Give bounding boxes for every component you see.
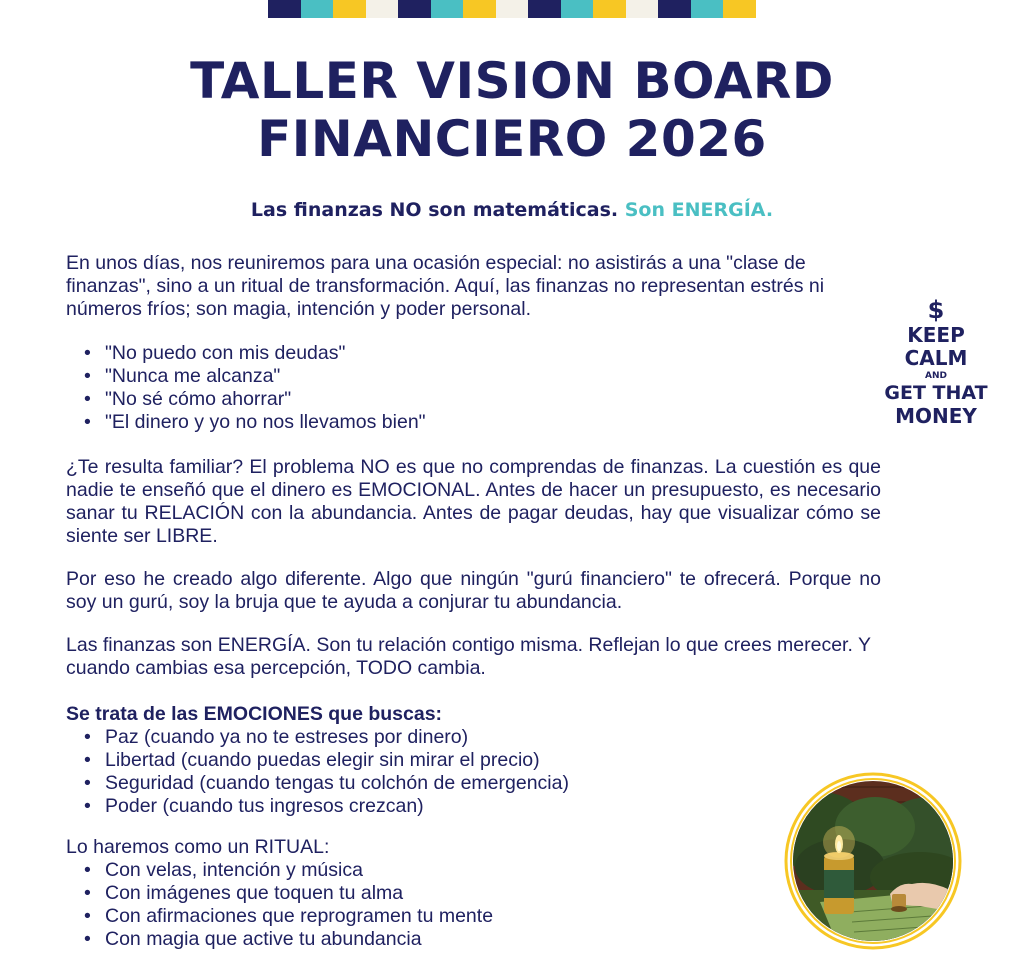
list-item: • Poder (cuando tus ingresos crezcan) bbox=[66, 795, 881, 818]
quotes-list bbox=[66, 342, 881, 434]
stripe-segment bbox=[268, 0, 301, 18]
stripe-segment bbox=[431, 0, 464, 18]
stripe-segment bbox=[723, 0, 756, 18]
stripe-segment bbox=[398, 0, 431, 18]
emotions-heading: Se trata de las EMOCIONES que buscas: bbox=[66, 703, 443, 725]
intro-paragraph: En unos días, nos reuniremos para una ocasión especial: no asistirás a una "clase de finanzas", sino a un ritual de transformación. Aquí, las finanzas no representan estrés ni números fríos; son magia, intención y poder personal. bbox=[66, 252, 825, 320]
list-item: • Con afirmaciones que reprogramen tu mente bbox=[66, 905, 766, 928]
stripe-segment bbox=[593, 0, 626, 18]
badge-line-and: AND bbox=[925, 371, 947, 381]
badge-line-money: MONEY bbox=[895, 404, 977, 428]
ritual-heading: Lo haremos como un RITUAL: bbox=[66, 836, 330, 858]
list-item: • "El dinero y yo no nos llevamos bien" bbox=[66, 411, 881, 434]
list-item: • Libertad (cuando puedas elegir sin mirar el precio) bbox=[66, 749, 881, 772]
dollar-icon: $ bbox=[927, 296, 945, 324]
list-item: • Con velas, intención y música bbox=[66, 859, 766, 882]
badge-line-keep: KEEP bbox=[907, 323, 965, 347]
list-item: • "No sé cómo ahorrar" bbox=[66, 388, 881, 411]
stripe-segment bbox=[658, 0, 691, 18]
ritual-list bbox=[66, 859, 766, 951]
page-title bbox=[0, 52, 1024, 168]
keep-calm-badge bbox=[876, 296, 996, 446]
familiar-paragraph: ¿Te resulta familiar? El problema NO es que no comprendas de finanzas. La cuestión es que nadie te enseñó que el dinero es EMOCIONAL. Antes de hacer un presupuesto, es necesario sanar tu RELACIÓN con la abundancia. Antes de pagar deudas, hay que visualizar cómo se siente ser LIBRE. bbox=[66, 456, 881, 547]
stripe-segment bbox=[301, 0, 334, 18]
list-item: • Con magia que active tu abundancia bbox=[66, 928, 766, 951]
list-item: • "Nunca me alcanza" bbox=[66, 365, 881, 388]
stripe-segment bbox=[528, 0, 561, 18]
subtitle-main: Las finanzas NO son matemáticas. bbox=[250, 199, 619, 221]
title-line-2: FINANCIERO 2026 bbox=[257, 110, 767, 168]
stripe-segment bbox=[691, 0, 724, 18]
list-item: • Seguridad (cuando tengas tu colchón de emergencia) bbox=[66, 772, 881, 795]
list-item: • "No puedo con mis deudas" bbox=[66, 342, 881, 365]
ritual-section bbox=[66, 836, 766, 951]
subtitle bbox=[0, 199, 1024, 221]
different-paragraph: Por eso he creado algo diferente. Algo que ningún "gurú financiero" te ofrecerá. Porque no soy un gurú, soy la bruja que te ayuda a conjurar tu abundancia. bbox=[66, 568, 881, 613]
stripe-segment bbox=[496, 0, 529, 18]
stripe-segment bbox=[463, 0, 496, 18]
list-item: • Con imágenes que toquen tu alma bbox=[66, 882, 766, 905]
stripe-segment bbox=[366, 0, 399, 18]
stripe-segment bbox=[333, 0, 366, 18]
badge-line-get-that: GET THAT bbox=[884, 382, 988, 404]
energy-paragraph: Las finanzas son ENERGÍA. Son tu relación contigo misma. Reflejan lo que crees merecer. Y cuando cambias esa percepción, TODO cambia. bbox=[66, 634, 871, 679]
list-item: • Paz (cuando ya no te estreses por dinero) bbox=[66, 726, 881, 749]
top-color-stripe bbox=[268, 0, 756, 18]
emotions-section bbox=[66, 703, 881, 818]
ritual-candle-illustration bbox=[780, 772, 966, 950]
emotions-list bbox=[66, 726, 881, 818]
badge-line-calm: CALM bbox=[904, 346, 968, 370]
subtitle-accent: Son ENERGÍA. bbox=[624, 199, 774, 221]
stripe-segment bbox=[561, 0, 594, 18]
stripe-segment bbox=[626, 0, 659, 18]
title-line-1: TALLER VISION BOARD bbox=[190, 52, 834, 110]
